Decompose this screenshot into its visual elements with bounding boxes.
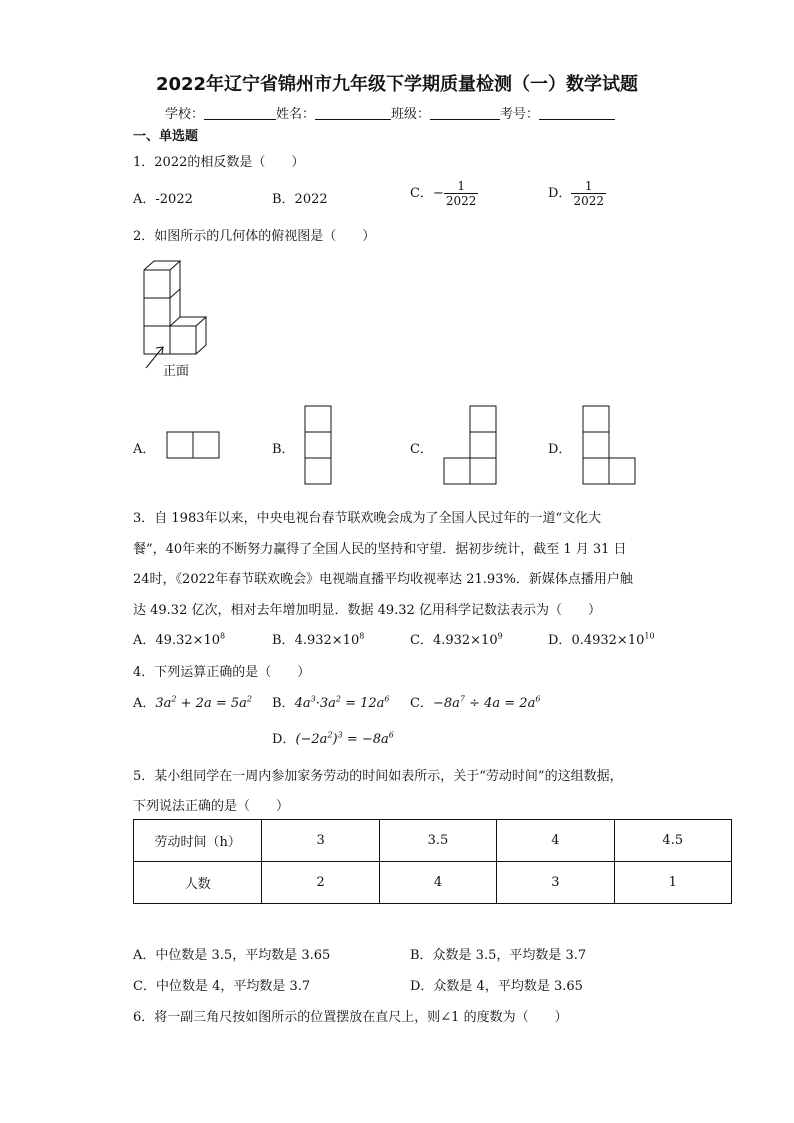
exam-no-label: 考号： — [500, 107, 540, 122]
table-cell: 2 — [262, 862, 379, 904]
q3-option-a — [133, 629, 225, 648]
section-heading: 一、单选题 — [133, 129, 199, 144]
class-label: 班级： — [391, 107, 431, 122]
q1-stem: 1．2022的相反数是（ ） — [133, 155, 305, 170]
q4-a-label: A． — [133, 696, 156, 711]
q5-option-d: D．众数是 4，平均数是 3.65 — [410, 979, 583, 994]
q3-line-3: 24时，《2022年春节联欢晚会》电视端直播平均收视率达 21.93%．新媒体点播用户触 — [133, 572, 633, 587]
q3-line-2: 餐”，40年来的不断努力赢得了全国人民的坚持和守望．据初步统计，截至 1 月 31 日 — [133, 542, 627, 557]
table-cell: 3.5 — [379, 820, 496, 862]
table-cell: 4.5 — [614, 820, 731, 862]
q1-d-denominator: 2022 — [573, 194, 604, 208]
q3-option-d — [548, 629, 655, 648]
name-label: 姓名： — [276, 107, 316, 122]
q1-option-c — [410, 179, 478, 208]
q1-d-fraction — [571, 179, 606, 208]
q3-a-value: 49.32×10 — [155, 633, 221, 648]
q4-c-expression: $-8a^7 \div 4a = 2a^6$ — [432, 694, 541, 711]
q3-c-value: 4.932×10 — [432, 633, 498, 648]
q3-option-b — [272, 629, 364, 648]
q3-b-label: B． — [272, 633, 295, 648]
q3-a-label: A． — [133, 633, 156, 648]
q2-option-d-label: D． — [548, 442, 572, 457]
q3-d-value: 0.4932×10 — [571, 633, 645, 648]
q2-option-a-label: A． — [133, 442, 156, 457]
q2-option-a-figure — [166, 431, 222, 461]
q3-option-c — [410, 629, 503, 648]
q4-a-expression: $3a^2 + 2a = 5a^2$ — [155, 694, 252, 711]
q2-stem: 2．如图所示的几何体的俯视图是（ ） — [133, 229, 376, 244]
q4-b-expression: $4a^3\cdot 3a^2 = 12a^6$ — [294, 694, 390, 711]
q1-option-d — [548, 179, 606, 208]
q1-option-b: B．2022 — [272, 192, 328, 207]
table-cell: 4 — [379, 862, 496, 904]
table-cell: 3 — [497, 862, 614, 904]
q3-line-4: 达 49.32 亿次，相对去年增加明显．数据 49.32 亿用科学记数法表示为（ ） — [133, 603, 601, 618]
q4-stem: 4．下列运算正确的是（ ） — [133, 665, 311, 680]
exam-no-blank[interactable] — [539, 107, 615, 120]
school-blank[interactable] — [204, 107, 276, 120]
q2-front-label: 正面 — [163, 364, 190, 379]
table-cell: 人数 — [134, 862, 262, 904]
name-blank[interactable] — [315, 107, 391, 120]
q2-option-d-figure — [582, 405, 638, 487]
q5-option-b: B．众数是 3.5，平均数是 3.7 — [410, 948, 587, 963]
q2-option-b-figure — [304, 405, 334, 487]
q1-c-label: C． — [410, 186, 433, 201]
q5-data-table — [133, 819, 732, 904]
q3-d-label: D． — [548, 633, 572, 648]
table-cell: 3 — [262, 820, 379, 862]
q4-c-label: C． — [410, 696, 433, 711]
q4-option-b — [272, 692, 389, 711]
table-cell: 劳动时间（h） — [134, 820, 262, 862]
q5-option-c: C．中位数是 4，平均数是 3.7 — [133, 979, 311, 994]
q4-option-c — [410, 692, 540, 711]
q1-d-label: D． — [548, 186, 572, 201]
q2-option-c-label: C． — [410, 442, 433, 457]
table-cell: 4 — [497, 820, 614, 862]
q1-c-denominator: 2022 — [445, 194, 477, 208]
q1-d-numerator: 1 — [584, 179, 593, 193]
q2-option-b-label: B． — [272, 442, 295, 457]
q3-line-1: 3．自 1983年以来，中央电视台春节联欢晚会成为了全国人民过年的一道“文化大 — [133, 511, 602, 526]
q1-c-numerator: 1 — [457, 179, 465, 193]
q4-b-label: B． — [272, 696, 295, 711]
q3-c-exponent: 9 — [497, 631, 503, 641]
q3-d-exponent: 10 — [644, 631, 655, 641]
school-label: 学校： — [165, 107, 205, 122]
q1-c-sign: − — [432, 186, 444, 201]
student-info-line — [165, 103, 615, 122]
q3-c-label: C． — [410, 633, 433, 648]
q3-b-value: 4.932×10 — [294, 633, 360, 648]
q5-line-2: 下列说法正确的是（ ） — [133, 799, 290, 814]
table-row — [134, 862, 732, 904]
q1-c-fraction — [444, 179, 479, 208]
q4-option-d — [272, 728, 394, 747]
q5-line-1: 5．某小组同学在一周内参加家务劳动的时间如表所示，关于“劳动时间”的这组数据， — [133, 769, 623, 784]
q4-option-a — [133, 692, 252, 711]
table-row — [134, 820, 732, 862]
q4-d-expression: $(-2a^2)^3 = -8a^6$ — [295, 730, 394, 747]
q5-option-a: A．中位数是 3.5，平均数是 3.65 — [133, 948, 331, 963]
q3-a-exponent: 8 — [220, 631, 226, 641]
q1-option-a: A．-2022 — [133, 192, 193, 207]
q2-option-c-figure — [443, 405, 499, 487]
q4-d-label: D． — [272, 732, 296, 747]
q3-b-exponent: 8 — [359, 631, 365, 641]
q6-stem: 6．将一副三角尺按如图所示的位置摆放在直尺上，则∠1 的度数为（ ） — [133, 1010, 568, 1025]
class-blank[interactable] — [430, 107, 500, 120]
page-title: 2022年辽宁省锦州市九年级下学期质量检测（一）数学试题 — [155, 74, 639, 95]
table-cell: 1 — [614, 862, 731, 904]
